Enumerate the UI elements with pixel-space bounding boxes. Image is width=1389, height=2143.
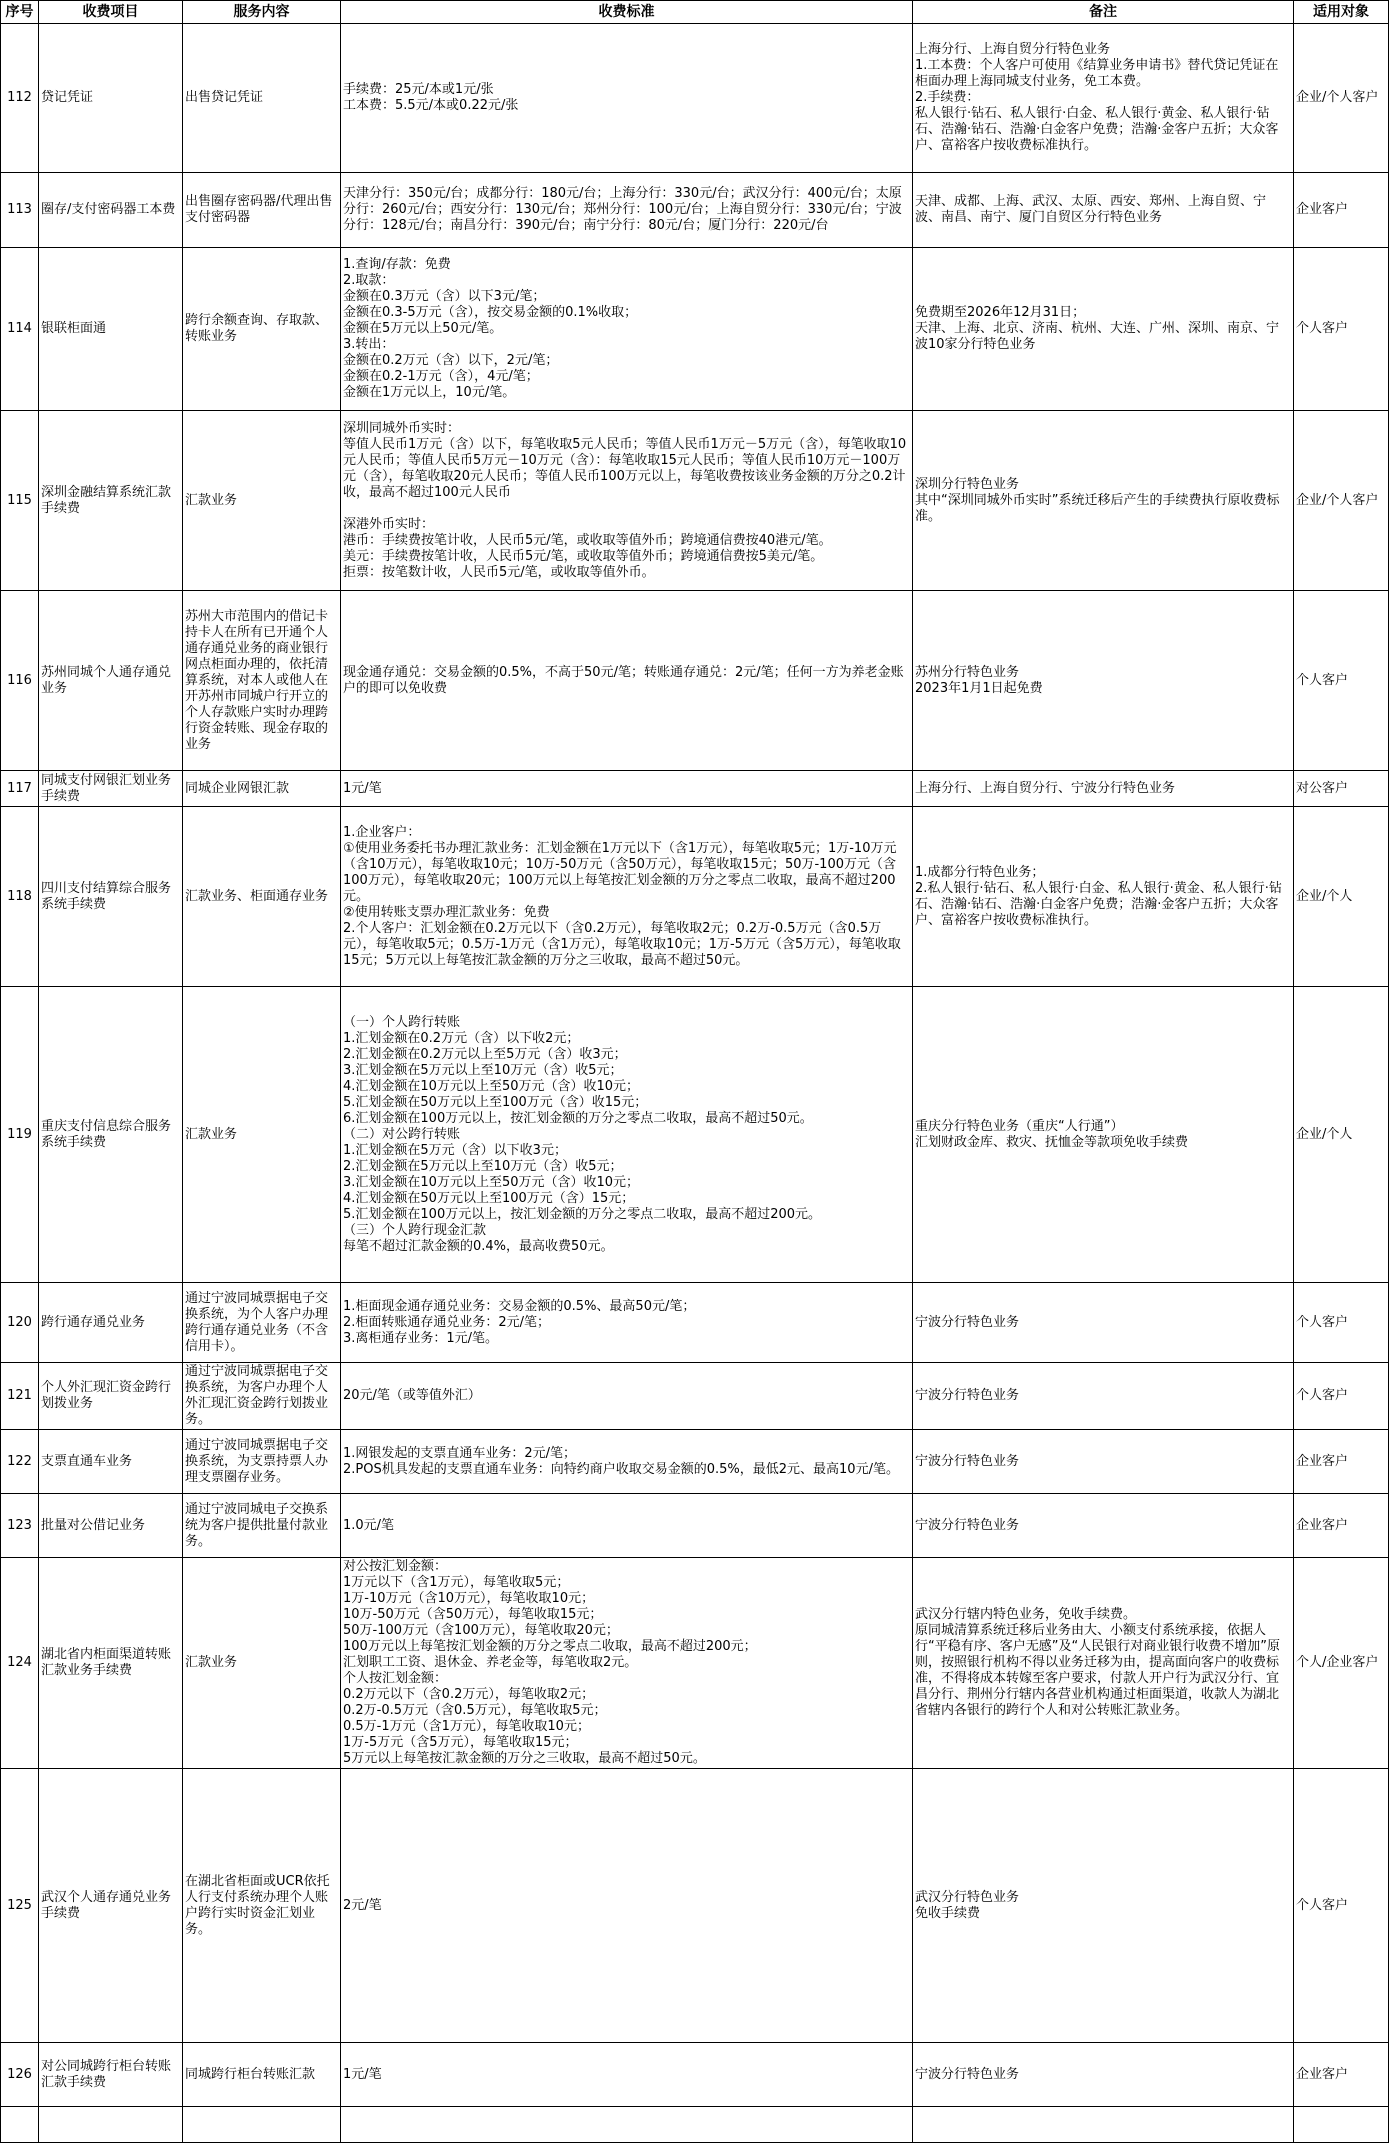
fee-standard: 1.网银发起的支票直通车业务：2元/笔； 2.POS机具发起的支票直通车业务：向特约商户收取交易金额的0.5%，最低2元、最高10元/笔。 bbox=[341, 1430, 913, 1494]
table-row bbox=[1, 248, 1389, 411]
remarks: 宁波分行特色业务 bbox=[913, 1494, 1294, 1558]
row-number: 122 bbox=[1, 1430, 39, 1494]
applicable-target: 个人客户 bbox=[1294, 1283, 1389, 1363]
fee-item: 贷记凭证 bbox=[39, 24, 183, 173]
header-standard: 收费标准 bbox=[341, 1, 913, 24]
table-row bbox=[1, 411, 1389, 591]
header-target: 适用对象 bbox=[1294, 1, 1389, 24]
fee-standard: 手续费：25元/本或1元/张 工本费：5.5元/本或0.22元/张 bbox=[341, 24, 913, 173]
fee-item: 四川支付结算综合服务系统手续费 bbox=[39, 807, 183, 987]
applicable-target: 企业/个人客户 bbox=[1294, 411, 1389, 591]
row-number: 124 bbox=[1, 1558, 39, 1769]
service-content: 通过宁波同城票据电子交换系统，为个人客户办理跨行通存通兑业务（不含信用卡）。 bbox=[183, 1283, 341, 1363]
service-content: 跨行余额查询、存取款、转账业务 bbox=[183, 248, 341, 411]
row-number: 112 bbox=[1, 24, 39, 173]
fee-item: 同城支付网银汇划业务手续费 bbox=[39, 771, 183, 807]
fee-item: 对公同城跨行柜台转账汇款手续费 bbox=[39, 2043, 183, 2107]
header-service: 服务内容 bbox=[183, 1, 341, 24]
table-row bbox=[1, 2107, 1389, 2143]
applicable-target: 个人/企业客户 bbox=[1294, 1558, 1389, 1769]
service-content bbox=[183, 2107, 341, 2143]
fee-item: 深圳金融结算系统汇款手续费 bbox=[39, 411, 183, 591]
remarks: 免费期至2026年12月31日； 天津、上海、北京、济南、杭州、大连、广州、深圳、南京、宁波10家分行特色业务 bbox=[913, 248, 1294, 411]
fee-standard: （一）个人跨行转账 1.汇划金额在0.2万元（含）以下收2元； 2.汇划金额在0.2万元以上至5万元（含）收3元； 3.汇划金额在5万元以上至10万元（含）收5元； 4.汇划金额在10万元以上至50万元（含）收10元； 5.汇划金额在50万元以上至100万元（含）收15元； 6.汇划金额在100万元以上，按汇划金额的万分之零点二收取，最高不超过50元。 （二）对公跨行转账 1.汇划金额在5万元（含）以下收3元； 2.汇划金额在5万元以上至10万元（含）收5元； 3.汇划金额在10万元以上至50万元（含）收10元； 4.汇划金额在50万元以上至100万元（含）15元； 5.汇划金额在100万元以上，按汇划金额的万分之零点二收取，最高不超过200元。 （三）个人跨行现金汇款 每笔不超过汇款金额的0.4%，最高收费50元。 bbox=[341, 987, 913, 1283]
service-content: 同城企业网银汇款 bbox=[183, 771, 341, 807]
service-content: 苏州大市范围内的借记卡持卡人在所有已开通个人通存通兑业务的商业银行网点柜面办理的，依托清算系统，对本人或他人在开苏州市同城户行开立的个人存款账户实时办理跨行资金转账、现金存取的业务 bbox=[183, 591, 341, 771]
service-content: 出售圈存密码器/代理出售支付密码器 bbox=[183, 173, 341, 248]
service-content: 通过宁波同城票据电子交换系统，为客户办理个人外汇现汇资金跨行划拨业务。 bbox=[183, 1363, 341, 1430]
service-content: 通过宁波同城电子交换系统为客户提供批量付款业务。 bbox=[183, 1494, 341, 1558]
row-number: 115 bbox=[1, 411, 39, 591]
table-row bbox=[1, 1363, 1389, 1430]
header-row bbox=[1, 1, 1389, 24]
applicable-target: 企业客户 bbox=[1294, 173, 1389, 248]
remarks: 1.成都分行特色业务； 2.私人银行·钻石、私人银行·白金、私人银行·黄金、私人银行·钻石、浩瀚·钻石、浩瀚·白金客户免费；浩瀚·金客户五折；大众客户、富裕客户按收费标准执行。 bbox=[913, 807, 1294, 987]
fee-item: 跨行通存通兑业务 bbox=[39, 1283, 183, 1363]
fee-standard: 1.0元/笔 bbox=[341, 1494, 913, 1558]
remarks: 上海分行、上海自贸分行、宁波分行特色业务 bbox=[913, 771, 1294, 807]
remarks: 深圳分行特色业务 其中“深圳同城外币实时”系统迁移后产生的手续费执行原收费标准。 bbox=[913, 411, 1294, 591]
remarks: 宁波分行特色业务 bbox=[913, 1430, 1294, 1494]
fee-standard: 深圳同城外币实时： 等值人民币1万元（含）以下，每笔收取5元人民币；等值人民币1万元－5万元（含），每笔收取10元人民币；等值人民币5万元－10万元（含）：每笔收取15元人民币；等值人民币10万元－100万元（含），每笔收取20元人民币；等值人民币100万元以上，每笔收费按该业务金额的万分之0.2计收，最高不超过100元人民币 深港外币实时： 港币：手续费按笔计收，人民币5元/笔，或收取等值外币；跨境通信费按40港元/笔。 美元：手续费按笔计收，人民币5元/笔，或收取等值外币；跨境通信费按5美元/笔。 拒票：按笔数计收，人民币5元/笔，或收取等值外币。 bbox=[341, 411, 913, 591]
remarks: 武汉分行特色业务 免收手续费 bbox=[913, 1769, 1294, 2043]
applicable-target: 个人客户 bbox=[1294, 591, 1389, 771]
table-row bbox=[1, 807, 1389, 987]
service-content: 出售贷记凭证 bbox=[183, 24, 341, 173]
remarks bbox=[913, 2107, 1294, 2143]
fee-standard: 1.企业客户： ①使用业务委托书办理汇款业务：汇划金额在1万元以下（含1万元），每笔收取5元；1万-10万元（含10万元），每笔收取10元；10万-50万元（含50万元），每笔收取15元；50万-100万元（含100万元），每笔收取20元；100万元以上每笔按汇划金额的万分之零点二收取，最高不超过200元。 ②使用转账支票办理汇款业务：免费 2.个人客户：汇划金额在0.2万元以下（含0.2万元），每笔收取2元；0.2万-0.5万元（含0.5万元），每笔收取5元；0.5万-1万元（含1万元），每笔收取10元；1万-5万元（含5万元），每笔收取15元；5万元以上每笔按汇款金额的万分之三收取，最高不超过50元。 bbox=[341, 807, 913, 987]
applicable-target: 企业客户 bbox=[1294, 1494, 1389, 1558]
fee-item: 湖北省内柜面渠道转账汇款业务手续费 bbox=[39, 1558, 183, 1769]
service-content: 汇款业务、柜面通存业务 bbox=[183, 807, 341, 987]
table-row bbox=[1, 1494, 1389, 1558]
row-number: 113 bbox=[1, 173, 39, 248]
fee-standard: 1.查询/存款：免费 2.取款： 金额在0.3万元（含）以下3元/笔； 金额在0.3-5万元（含），按交易金额的0.1%收取； 金额在5万元以上50元/笔。 3.转出： 金额在0.2万元（含）以下，2元/笔； 金额在0.2-1万元（含），4元/笔； 金额在1万元以上，10元/笔。 bbox=[341, 248, 913, 411]
applicable-target: 企业/个人 bbox=[1294, 987, 1389, 1283]
table-row bbox=[1, 1430, 1389, 1494]
fee-standard: 1元/笔 bbox=[341, 2043, 913, 2107]
service-content: 在湖北省柜面或UCR依托人行支付系统办理个人账户跨行实时资金汇划业务。 bbox=[183, 1769, 341, 2043]
applicable-target: 对公客户 bbox=[1294, 771, 1389, 807]
remarks: 苏州分行特色业务 2023年1月1日起免费 bbox=[913, 591, 1294, 771]
fee-standard: 2元/笔 bbox=[341, 1769, 913, 2043]
fee-standard: 现金通存通兑：交易金额的0.5%，不高于50元/笔；转账通存通兑：2元/笔；任何一方为养老金账户的即可以免收费 bbox=[341, 591, 913, 771]
applicable-target: 企业客户 bbox=[1294, 1430, 1389, 1494]
row-number: 116 bbox=[1, 591, 39, 771]
fee-item: 批量对公借记业务 bbox=[39, 1494, 183, 1558]
table-row bbox=[1, 1283, 1389, 1363]
fee-item: 苏州同城个人通存通兑业务 bbox=[39, 591, 183, 771]
fee-standard: 20元/笔（或等值外汇） bbox=[341, 1363, 913, 1430]
applicable-target: 企业/个人 bbox=[1294, 807, 1389, 987]
row-number: 118 bbox=[1, 807, 39, 987]
table-row bbox=[1, 1558, 1389, 1769]
remarks: 天津、成都、上海、武汉、太原、西安、郑州、上海自贸、宁波、南昌、南宁、厦门自贸区分行特色业务 bbox=[913, 173, 1294, 248]
header-no: 序号 bbox=[1, 1, 39, 24]
fee-item: 个人外汇现汇资金跨行划拨业务 bbox=[39, 1363, 183, 1430]
service-content: 汇款业务 bbox=[183, 987, 341, 1283]
service-content: 同城跨行柜台转账汇款 bbox=[183, 2043, 341, 2107]
table-row bbox=[1, 1769, 1389, 2043]
service-content: 汇款业务 bbox=[183, 1558, 341, 1769]
header-note: 备注 bbox=[913, 1, 1294, 24]
fee-item: 武汉个人通存通兑业务手续费 bbox=[39, 1769, 183, 2043]
row-number: 126 bbox=[1, 2043, 39, 2107]
fee-item bbox=[39, 2107, 183, 2143]
remarks: 重庆分行特色业务（重庆“人行通”） 汇划财政金库、救灾、抚恤金等款项免收手续费 bbox=[913, 987, 1294, 1283]
applicable-target: 个人客户 bbox=[1294, 1363, 1389, 1430]
applicable-target: 企业/个人客户 bbox=[1294, 24, 1389, 173]
fee-standard: 1元/笔 bbox=[341, 771, 913, 807]
applicable-target: 个人客户 bbox=[1294, 248, 1389, 411]
fee-standard: 1.柜面现金通存通兑业务：交易金额的0.5%、最高50元/笔； 2.柜面转账通存通兑业务：2元/笔； 3.离柜通存业务：1元/笔。 bbox=[341, 1283, 913, 1363]
table-row bbox=[1, 591, 1389, 771]
remarks: 宁波分行特色业务 bbox=[913, 1363, 1294, 1430]
row-number: 117 bbox=[1, 771, 39, 807]
fee-standard: 天津分行：350元/台；成都分行：180元/台；上海分行：330元/台；武汉分行：400元/台；太原分行：260元/台；西安分行：130元/台；郑州分行：100元/台；上海自贸分行：330元/台；宁波分行：128元/台；南昌分行：390元/台；南宁分行：80元/台；厦门分行：220元/台 bbox=[341, 173, 913, 248]
row-number: 114 bbox=[1, 248, 39, 411]
applicable-target: 个人客户 bbox=[1294, 1769, 1389, 2043]
service-content: 汇款业务 bbox=[183, 411, 341, 591]
remarks: 武汉分行辖内特色业务，免收手续费。 原同城清算系统迁移后业务由大、小额支付系统承接，依据人行“平稳有序、客户无感”及“人民银行对商业银行收费不增加”原则，按照银行机构不得以业务迁移为由，提高面向客户的收费标准，不得将成本转嫁至客户要求，付款人开户行为武汉分行、宜昌分行、荆州分行辖内各营业机构通过柜面渠道，收款人为湖北省辖内各银行的跨行个人和对公转账汇款业务。 bbox=[913, 1558, 1294, 1769]
row-number: 121 bbox=[1, 1363, 39, 1430]
remarks: 上海分行、上海自贸分行特色业务 1.工本费：个人客户可使用《结算业务申请书》替代贷记凭证在柜面办理上海同城支付业务，免工本费。 2.手续费： 私人银行·钻石、私人银行·白金、私人银行·黄金、私人银行·钻石、浩瀚·钻石、浩瀚·白金客户免费；浩瀚·金客户五折；大众客户、富裕客户按收费标准执行。 bbox=[913, 24, 1294, 173]
row-number: 125 bbox=[1, 1769, 39, 2043]
fee-standard bbox=[341, 2107, 913, 2143]
fee-item: 圈存/支付密码器工本费 bbox=[39, 173, 183, 248]
applicable-target: 企业客户 bbox=[1294, 2043, 1389, 2107]
row-number: 120 bbox=[1, 1283, 39, 1363]
table-row bbox=[1, 987, 1389, 1283]
fee-standard: 对公按汇划金额： 1万元以下（含1万元），每笔收取5元； 1万-10万元（含10万元），每笔收取10元； 10万-50万元（含50万元），每笔收取15元； 50万-100万元（含100万元），每笔收取20元； 100万元以上每笔按汇划金额的万分之零点二收取，最高不超过200元； 汇划职工工资、退休金、养老金等，每笔收取2元。 个人按汇划金额： 0.2万元以下（含0.2万元），每笔收取2元； 0.2万-0.5万元（含0.5万元），每笔收取5元； 0.5万-1万元（含1万元），每笔收取10元； 1万-5万元（含5万元），每笔收取15元； 5万元以上每笔按汇款金额的万分之三收取，最高不超过50元。 bbox=[341, 1558, 913, 1769]
row-number: 123 bbox=[1, 1494, 39, 1558]
table-row bbox=[1, 2043, 1389, 2107]
table-row bbox=[1, 771, 1389, 807]
fee-item: 重庆支付信息综合服务系统手续费 bbox=[39, 987, 183, 1283]
table-row bbox=[1, 24, 1389, 173]
table-row bbox=[1, 173, 1389, 248]
row-number: 119 bbox=[1, 987, 39, 1283]
fee-item: 支票直通车业务 bbox=[39, 1430, 183, 1494]
remarks: 宁波分行特色业务 bbox=[913, 1283, 1294, 1363]
remarks: 宁波分行特色业务 bbox=[913, 2043, 1294, 2107]
row-number bbox=[1, 2107, 39, 2143]
applicable-target bbox=[1294, 2107, 1389, 2143]
header-item: 收费项目 bbox=[39, 1, 183, 24]
fee-item: 银联柜面通 bbox=[39, 248, 183, 411]
service-content: 通过宁波同城票据电子交换系统，为支票持票人办理支票圈存业务。 bbox=[183, 1430, 341, 1494]
